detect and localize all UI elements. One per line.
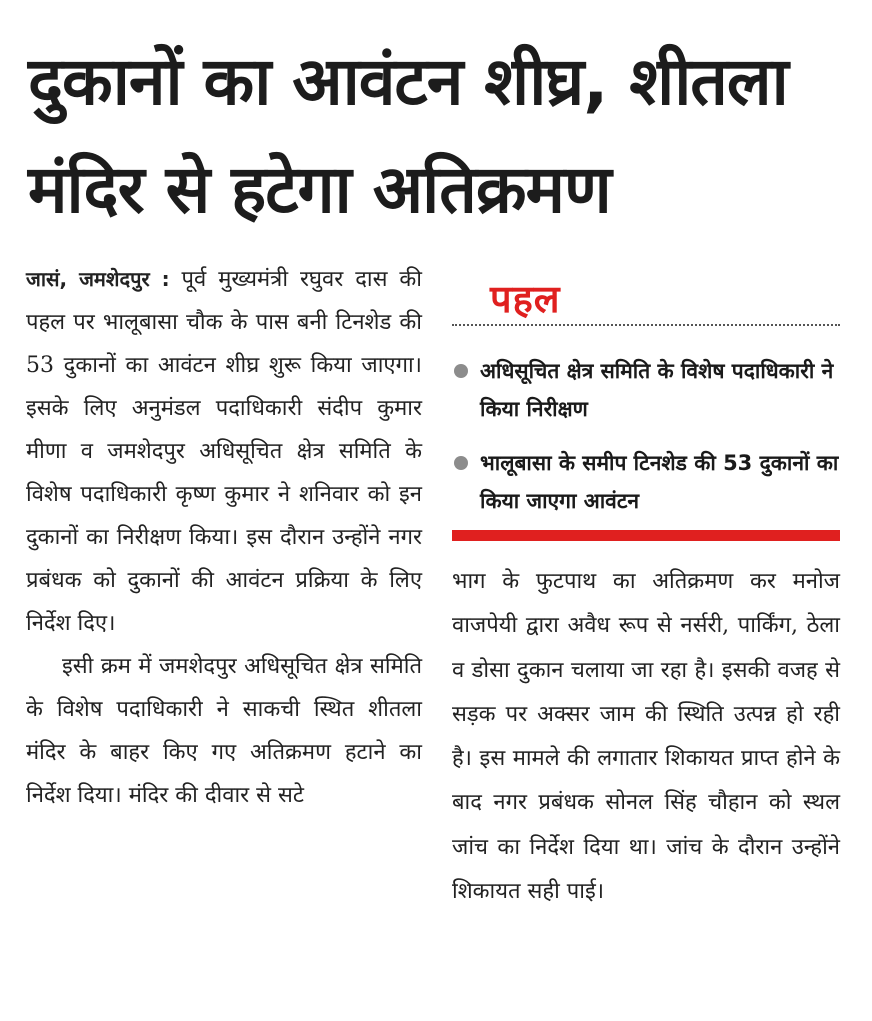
highlight-bullet [452,444,840,520]
headline-line-2: मंदिर से हटेगा अतिक्रमण [28,151,611,228]
red-rule [452,530,840,541]
dateline: जासं, जमशेदपुर : [26,267,170,291]
bullet-dot-icon [454,456,468,470]
highlight-bullet [452,352,840,428]
article-paragraph-3: भाग के फुटपाथ का अतिक्रमण कर मनोज वाजपेयी द्वारा अवैध रूप से नर्सरी, पार्किंग, ठेला व डोसा दुकान चलाया जा रहा है। इसकी वजह से सड़क पर अक्सर जाम की स्थिति उत्पन्न हो रही है। इस मामले की लगातार शिकायत प्राप्त होने के बाद नगर प्रबंधक सोनल सिंह चौहान को स्थल जांच का निर्देश दिया था। जांच के दौरान उन्होंने शिकायत सही पाई। [452,569,840,905]
article-column-right [452,560,840,914]
article-paragraph-2: इसी क्रम में जमशेदपुर अधिसूचित क्षेत्र समिति के विशेष पदाधिकारी ने साकची स्थित शीतला मंदिर के बाहर किए गए अतिक्रमण हटाने का निर्देश दिया। मंदिर की दीवार से सटे [26,654,422,808]
paragraph-1-text: पूर्व मुख्यमंत्री रघुवर दास की पहल पर भालूबासा चौक के पास बनी टिनशेड की 53 दुकानों का आवंटन शीघ्र शुरू किया जाएगा। इसके लिए अनुमंडल पदाधिकारी संदीप कुमार मीणा व जमशेदपुर अधिसूचित क्षेत्र समिति के विशेष पदाधिकारी कृष्ण कुमार ने शनिवार को इन दुकानों का निरीक्षण किया। इस दौरान उन्होंने नगर प्रबंधक को दुकानों की आवंटन प्रक्रिया के लिए निर्देश दिए। [26,267,423,636]
dotted-divider [452,324,840,326]
highlight-box-title: पहल [490,277,561,321]
article-paragraph-1 [26,258,422,645]
headline-line-1: दुकानों का आवंटन शीघ्र, शीतला [28,43,788,120]
highlight-bullet-text: भालूबासा के समीप टिनशेड की 53 दुकानों का किया जाएगा आवंटन [480,451,839,513]
highlight-bullet-text: अधिसूचित क्षेत्र समिति के विशेष पदाधिकारी ने किया निरीक्षण [480,359,834,421]
article-column-left [26,258,422,817]
highlight-box [452,272,840,542]
bullet-dot-icon [454,364,468,378]
headline [28,28,858,244]
